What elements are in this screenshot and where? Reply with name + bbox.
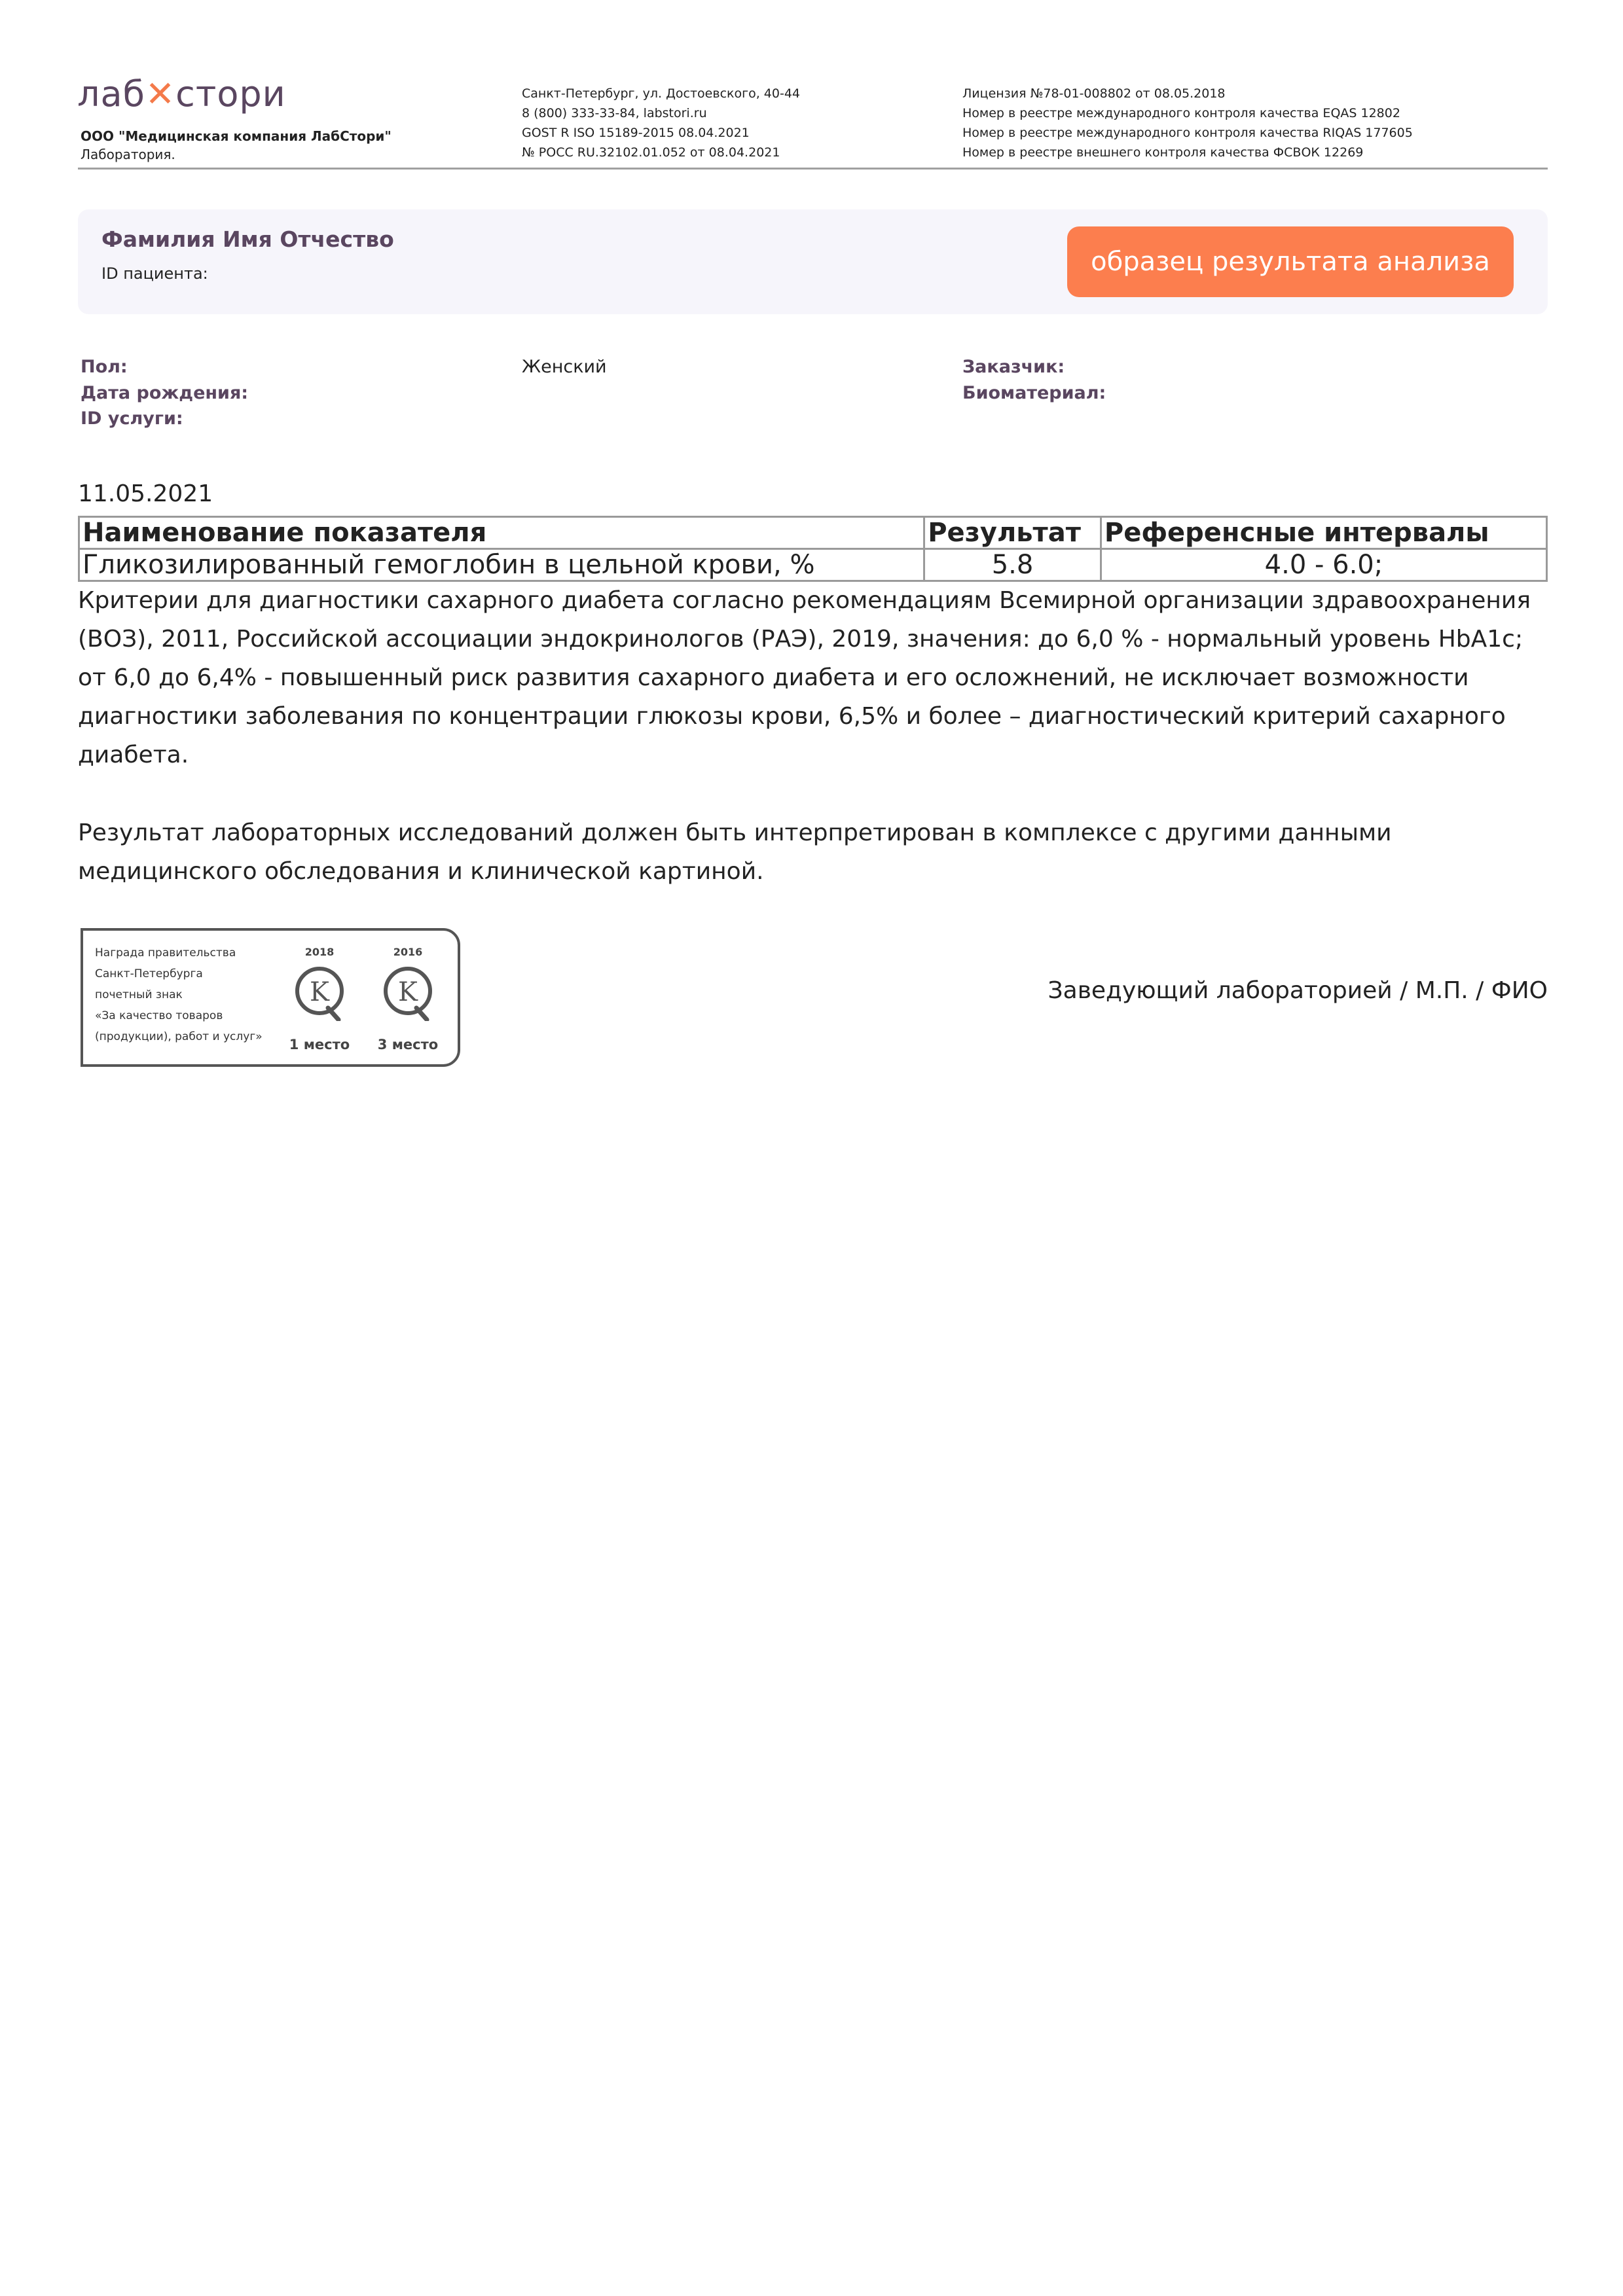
address-line: 8 (800) 333-33-84, labstori.ru [522,106,707,120]
license-block [962,84,1413,162]
award-line: Награда правительства [95,946,236,960]
license-line: Номер в реестре внешнего контроля качества ФСВОК 12269 [962,145,1364,160]
award-place: 1 место [289,1037,350,1052]
result-value-cell: 5.8 [924,549,1101,581]
company-logo [77,73,286,115]
sex-label: Пол: [81,357,128,377]
reference-interval-cell: 4.0 - 6.0; [1101,549,1546,581]
logo-mark-icon: ✕ [145,73,176,115]
award-line: «За качество товаров [95,1009,223,1022]
patient-name: Фамилия Имя Отчество [101,226,394,252]
column-header: Результат [924,517,1101,549]
award-text [95,942,263,1047]
table-header-row [79,517,1547,549]
license-line: Номер в реестре международного контроля качества RIQAS 177605 [962,126,1413,140]
customer-label: Заказчик: [962,357,1065,377]
column-header: Референсные интервалы [1101,517,1546,549]
address-line: Санкт-Петербург, ул. Достоевского, 40-44 [522,86,801,101]
sex-value: Женский [522,357,607,377]
biomaterial-label: Биоматериал: [962,383,1106,403]
patient-id-label: ID пациента: [101,264,208,283]
column-header: Наименование показателя [79,517,924,549]
logo-text-right: стори [175,73,286,115]
award-year: 2016 [393,946,423,958]
interpretation-note: Результат лабораторных исследований должен быть интерпретирован в комплексе с другими данными медицинского обследования и клинической картиной. [78,819,1392,885]
result-date: 11.05.2021 [78,480,213,507]
results-table [78,516,1548,582]
license-line: Лицензия №78-01-008802 от 08.05.2018 [962,86,1226,101]
company-subtitle: Лаборатория. [81,147,175,162]
diagnostic-criteria-text: Критерии для диагностики сахарного диабета согласно рекомендациям Всемирной организации здравоохранения (ВОЗ), 2011, Российской ассоциации эндокринологов (РАЭ), 2019, значения: до 6,0 % - нормальный уровень HbA1c; от 6,0 до 6,4% - повышенный риск развития сахарного диабета и его осложнений, не исключает возможности диагностики заболевания по концентрации глюкозы крови, 6,5% и более – диагностический критерий сахарного диабета. [78,587,1531,768]
service-id-label: ID услуги: [81,408,183,429]
company-name: ООО "Медицинская компания ЛабСтори" [81,128,392,144]
signature-line: Заведующий лабораторией / М.П. / ФИО [1048,977,1548,1004]
svg-text:K: K [398,977,418,1007]
award-year: 2018 [304,946,335,958]
logo-text-left: лаб [77,73,145,115]
svg-text:K: K [310,977,329,1007]
birth-date-label: Дата рождения: [81,383,249,403]
address-line: GOST R ISO 15189-2015 08.04.2021 [522,126,750,140]
quality-mark-icon [291,965,348,1021]
address-block [522,84,800,162]
sample-result-badge: образец результата анализа [1067,226,1514,297]
quality-mark-icon [380,965,436,1021]
award-line: Санкт-Петербурга [95,967,203,980]
award-line: (продукции), работ и услуг» [95,1030,263,1043]
table-row [79,549,1547,581]
header-divider [78,168,1548,170]
indicator-name-cell: Гликозилированный гемоглобин в цельной крови, % [79,549,924,581]
address-line: № РОСС RU.32102.01.052 от 08.04.2021 [522,145,780,160]
license-line: Номер в реестре международного контроля качества EQAS 12802 [962,106,1400,120]
award-line: почетный знак [95,988,183,1001]
award-place: 3 место [377,1037,439,1052]
